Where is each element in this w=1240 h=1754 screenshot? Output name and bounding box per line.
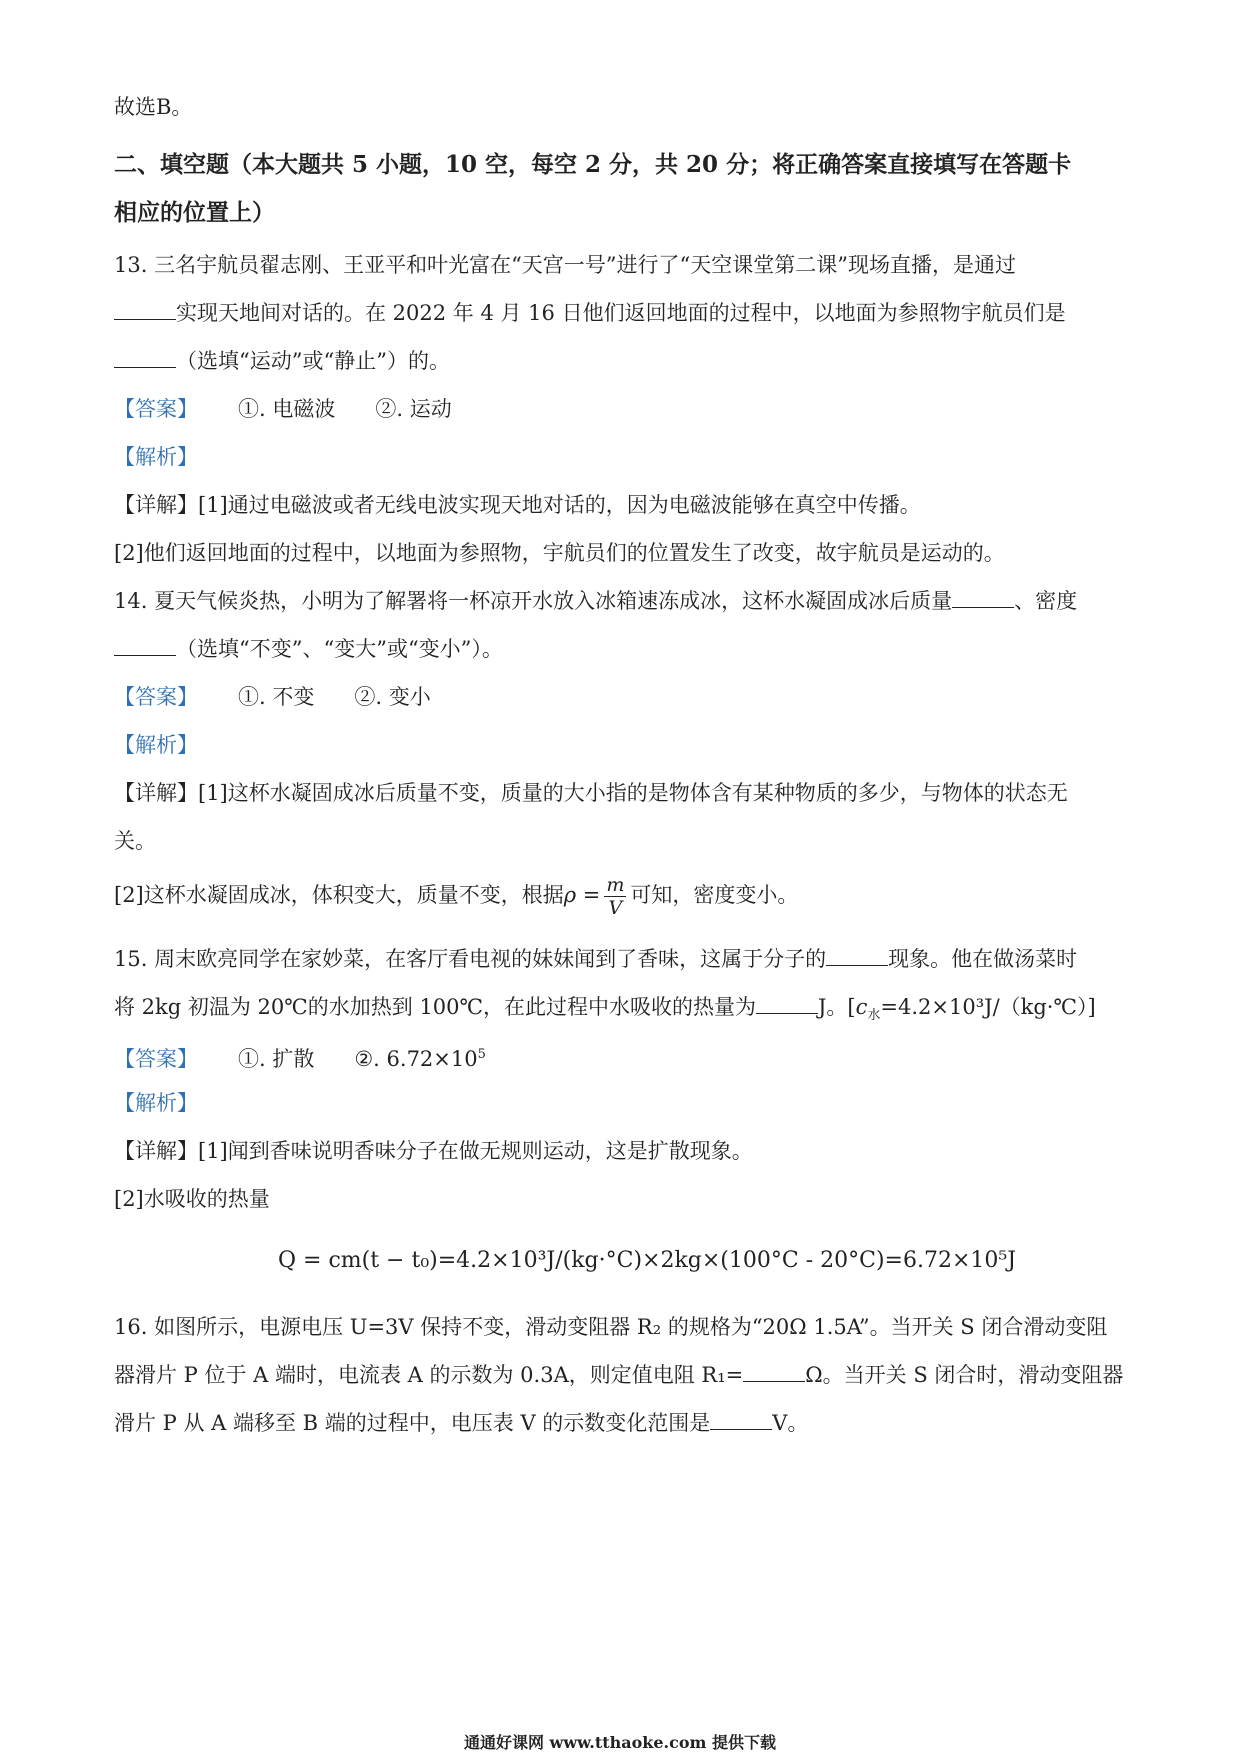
density-fraction: $\frac{m}{V}$ bbox=[606, 874, 625, 919]
previous-answer: 故选B。 bbox=[114, 95, 193, 119]
answer-blank bbox=[756, 995, 818, 1014]
q14-line2: （选填“不变”、“变大”或“变小”）。 bbox=[114, 634, 503, 664]
answer-blank bbox=[952, 589, 1014, 608]
q13-analysis-tag: 【解析】 bbox=[114, 445, 198, 469]
q14-analysis-tag: 【解析】 bbox=[114, 733, 198, 757]
q16-line3: 滑片 P 从 A 端移至 B 端的过程中，电压表 V 的示数变化范围是 V。 bbox=[114, 1411, 809, 1435]
q14-detail1b: 关。 bbox=[114, 829, 156, 853]
q14-detail2: [2]这杯水凝固成冰，体积变大，质量不变，根据ρ = $\frac{m}{V}$ 可知，密度变小。 bbox=[114, 874, 799, 919]
answer-blank bbox=[114, 637, 176, 656]
answer-blank bbox=[743, 1363, 805, 1382]
answer-blank bbox=[710, 1411, 772, 1430]
q15-line2: 将 2kg 初温为 20℃的水加热到 100℃，在此过程中水吸收的热量为 J。$[c_水=4.2\times 10^3J/(kg\cdot℃)]$ bbox=[114, 995, 1096, 1024]
q15-detail2: [2]水吸收的热量 bbox=[114, 1187, 270, 1211]
q13-line3: （选填“运动”或“静止”）的。 bbox=[114, 346, 450, 376]
q13-line1: 13. 三名宇航员翟志刚、王亚平和叶光富在“天宫一号”进行了“天空课堂第二课”现场直播，是通过 bbox=[114, 253, 1017, 277]
footer-watermark: 通通好课网 www.tthaoke.com 提供下载 bbox=[463, 1733, 777, 1752]
q13-answer: 【答案】 ①. 电磁波 ②. 运动 bbox=[114, 397, 452, 421]
answer-blank bbox=[114, 349, 176, 368]
q14-detail1: 【详解】[1]这杯水凝固成冰后质量不变，质量的大小指的是物体含有某种物质的多少，与物体的状态无 bbox=[114, 781, 1068, 805]
q15-line1: 15. 周末欧亮同学在家妙菜，在客厅看电视的妹妹闻到了香味，这属于分子的 现象。他在做汤菜时 bbox=[114, 947, 1078, 971]
section-title-cont: 相应的位置上） bbox=[114, 199, 275, 226]
answer-blank bbox=[826, 947, 888, 966]
q16-line2: 器滑片 P 位于 A 端时，电流表 A 的示数为 0.3A，则定值电阻 R₁= Ω。当开关 S 闭合时，滑动变阻器 bbox=[114, 1363, 1124, 1387]
q15-answer: 【答案】 ①. 扩散 ②. $6.72\times 10^5$ bbox=[114, 1047, 486, 1071]
q13-detail2: [2]他们返回地面的过程中，以地面为参照物，宇航员们的位置发生了改变，故宇航员是运动的。 bbox=[114, 541, 1005, 565]
answer-blank bbox=[114, 301, 176, 320]
q13-line2: 实现天地间对话的。在 2022 年 4 月 16 日他们返回地面的过程中，以地面为参照物宇航员们是 bbox=[114, 298, 1066, 328]
q14-line1: 14. 夏天气候炎热，小明为了解署将一杯凉开水放入冰箱速冻成冰，这杯水凝固成冰后质量 、密度 bbox=[114, 589, 1078, 613]
q14-answer: 【答案】 ①. 不变 ②. 变小 bbox=[114, 685, 431, 709]
section-title: 二、填空题（本大题共 5 小题，10 空，每空 2 分，共 20 分；将正确答案直接填写在答题卡 bbox=[114, 151, 1072, 178]
q15-detail1: 【详解】[1]闻到香味说明香味分子在做无规则运动，这是扩散现象。 bbox=[114, 1139, 753, 1163]
heat-formula: Q = cm(t − t₀)=4.2×10³J/(kg·°C)×2kg×(100°C - 20°C)=6.72×10⁵J bbox=[278, 1248, 1017, 1273]
q13-detail1: 【详解】[1]通过电磁波或者无线电波实现天地对话的，因为电磁波能够在真空中传播。 bbox=[114, 493, 921, 517]
q16-line1: 16. 如图所示，电源电压 U=3V 保持不变，滑动变阻器 R₂ 的规格为“20Ω 1.5A”。当开关 S 闭合滑动变阻 bbox=[114, 1315, 1108, 1339]
q15-analysis-tag: 【解析】 bbox=[114, 1091, 198, 1115]
